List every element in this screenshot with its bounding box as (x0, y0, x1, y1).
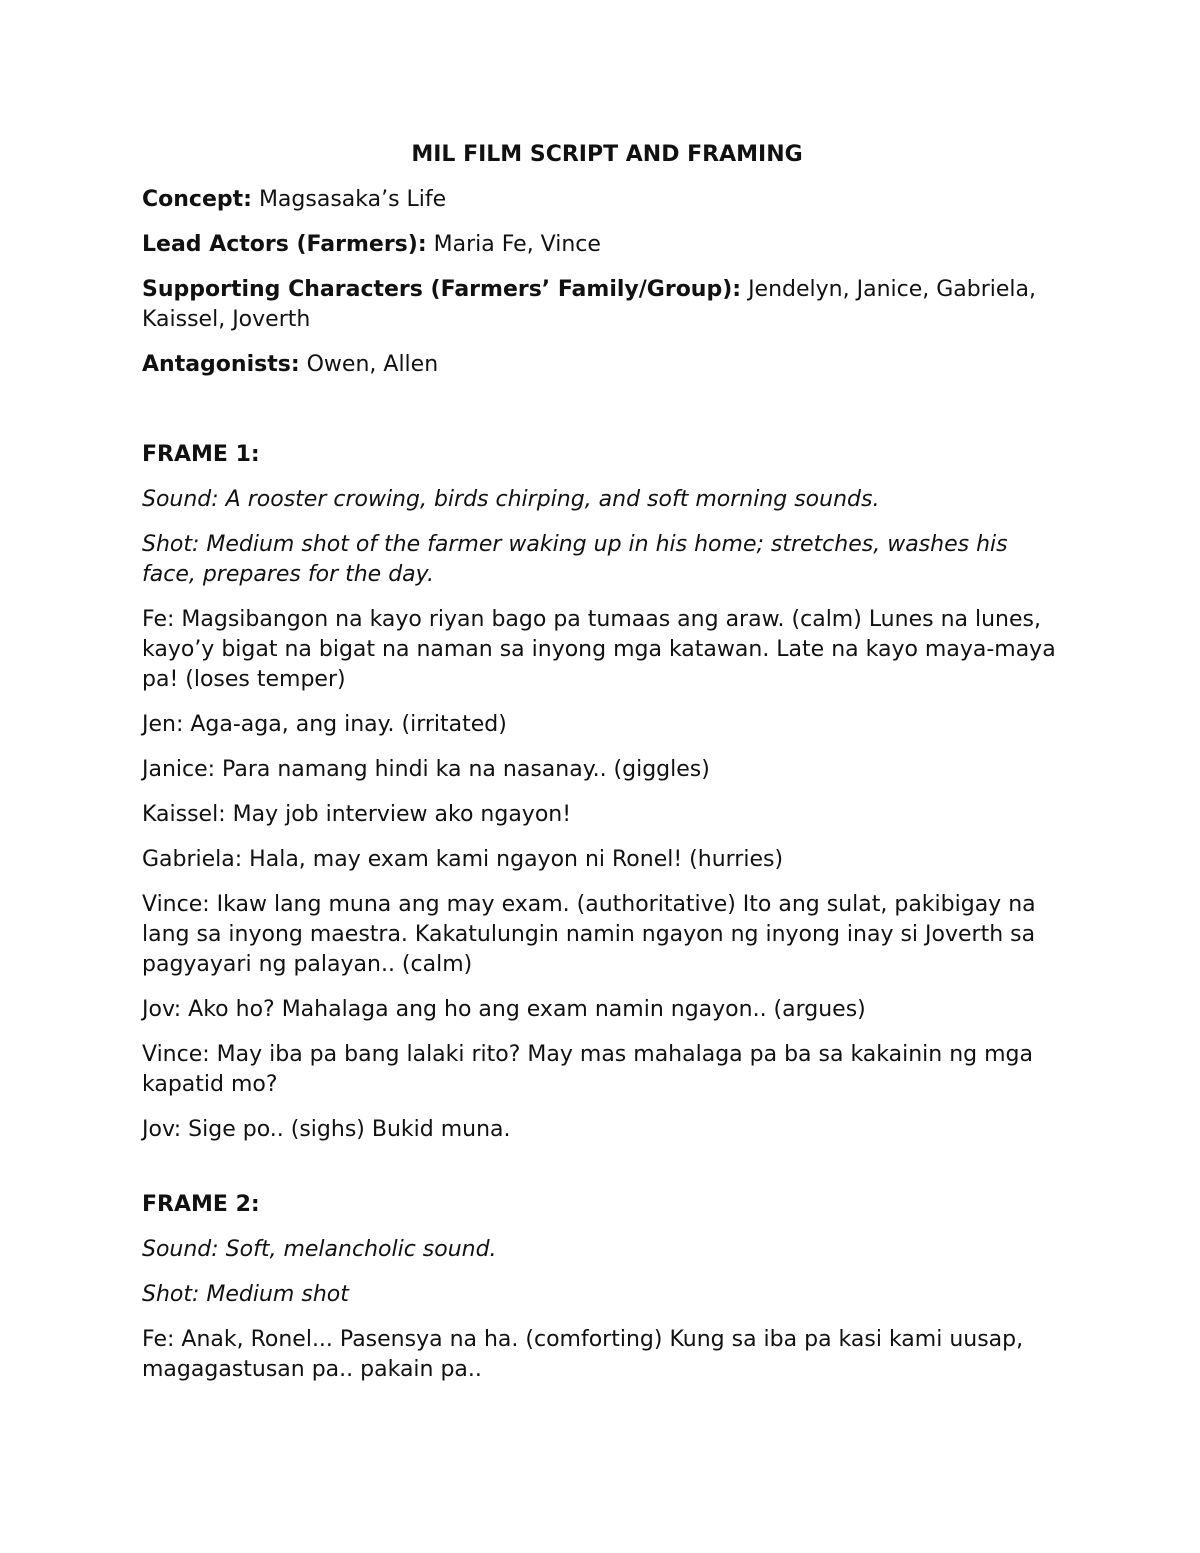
meta-label: Supporting Characters (Farmers’ Family/Group): (142, 277, 742, 302)
document-body (142, 140, 1062, 1400)
dialogue-line: Jov: Sige po.. (sighs) Bukid muna. (142, 1117, 511, 1142)
meta-concept (142, 185, 1062, 215)
meta-value: Jendelyn, Janice, Gabriela, Kaissel, Joverth (142, 277, 1037, 332)
dialogue-line: Kaissel: May job interview ako ngayon! (142, 802, 572, 827)
frame-heading: FRAME 2: (142, 1192, 260, 1217)
shot-direction: Shot: Medium shot of the farmer waking up in his home; stretches, washes his face, prepares for the day. (142, 532, 1008, 587)
meta-value: Magsasaka’s Life (251, 187, 447, 212)
document-title: MIL FILM SCRIPT AND FRAMING (411, 142, 803, 167)
dialogue-line: Fe: Anak, Ronel... Pasensya na ha. (comforting) Kung sa iba pa kasi kami uusap, magagastusan pa.. pakain pa.. (142, 1327, 1024, 1382)
dialogue-line: Jov: Ako ho? Mahalaga ang ho ang exam namin ngayon.. (argues) (142, 997, 866, 1022)
dialogue-line: Janice: Para namang hindi ka na nasanay.. (giggles) (142, 757, 710, 782)
sound-direction: Sound: Soft, melancholic sound. (142, 1237, 497, 1262)
meta-value: Maria Fe, Vince (426, 232, 601, 257)
dialogue-line: Vince: May iba pa bang lalaki rito? May mas mahalaga pa ba sa kakainin ng mga kapatid mo? (142, 1042, 1033, 1097)
meta-label: Lead Actors (Farmers): (142, 232, 427, 257)
meta-label: Antagonists: (142, 352, 300, 377)
meta-supporting-characters (142, 275, 1062, 335)
meta-value: Owen, Allen (299, 352, 439, 377)
sound-direction: Sound: A rooster crowing, birds chirping, and soft morning sounds. (142, 487, 880, 512)
shot-direction: Shot: Medium shot (142, 1282, 349, 1307)
frame-heading: FRAME 1: (142, 442, 260, 467)
meta-label: Concept: (142, 187, 252, 212)
dialogue-line: Gabriela: Hala, may exam kami ngayon ni Ronel! (hurries) (142, 847, 784, 872)
meta-lead-actors (142, 230, 1062, 260)
dialogue-line: Vince: Ikaw lang muna ang may exam. (authoritative) Ito ang sulat, pakibigay na lang sa inyong maestra. Kakatulungin namin ngayon ng inyong inay si Joverth sa pagyayari ng palayan.. (calm) (142, 892, 1036, 977)
dialogue-line: Fe: Magsibangon na kayo riyan bago pa tumaas ang araw. (calm) Lunes na lunes, kayo’y bigat na bigat na naman sa inyong mga katawan. Late na kayo maya-maya pa! (loses temper) (142, 607, 1056, 692)
dialogue-line: Jen: Aga-aga, ang inay. (irritated) (142, 712, 507, 737)
meta-antagonists (142, 350, 1062, 380)
